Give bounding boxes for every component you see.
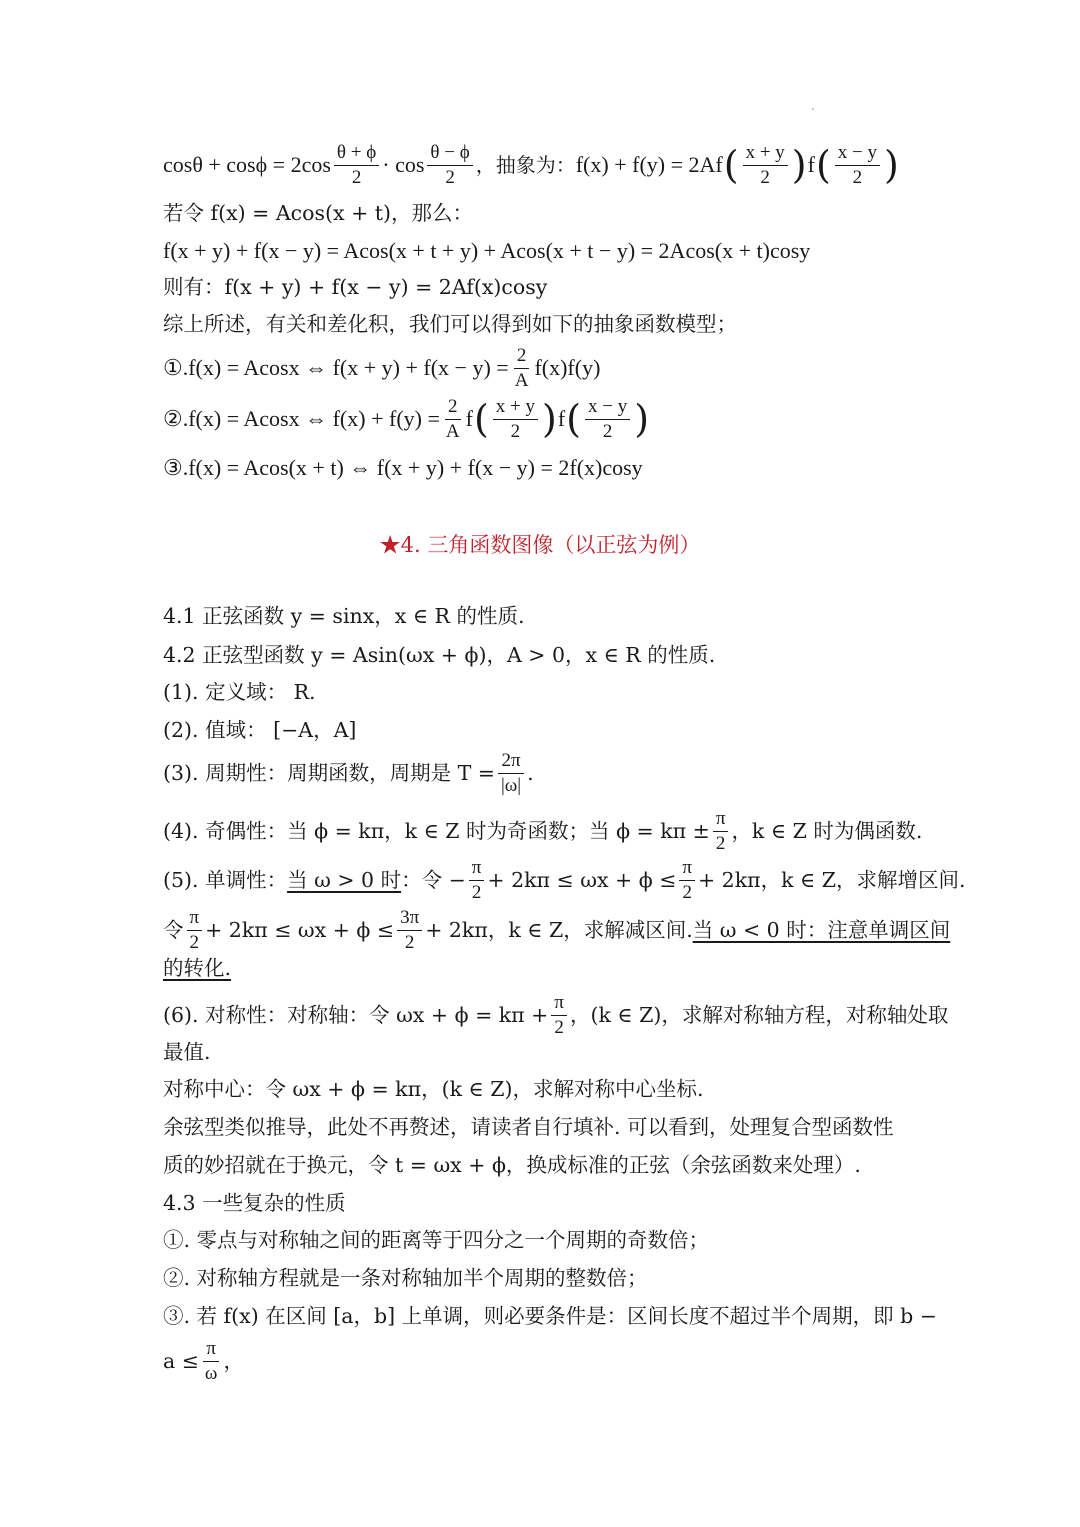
underlined-text: 当 ω > 0 时 — [287, 868, 402, 893]
fraction: $\frac{\pi}{2}$ — [713, 809, 729, 854]
formula-text: f — [807, 152, 815, 178]
sum-to-product-line: cosθ + cosϕ = 2cos $\frac{\theta + \phi}{2}$ · cos $\frac{\theta - \phi}{2}$ ，抽象为： f(x) + f(y) = 2Af ( $\frac{x + y}{2}$ ) f ( $\frac{x - y}{2}$ ) — [163, 142, 899, 188]
section-4-2: 4.2 正弦型函数 y = Asin(ωx + ϕ)，A > 0，x ∈ R 的性质. — [163, 643, 716, 667]
model-2: ②.f(x) = Acosx ⇔ f(x) + f(y) = $\frac{2}{A}$ f ( $\frac{x + y}{2}$ ) f ( $\frac{x - y}{2}$ ) — [163, 396, 650, 442]
text: (3). 周期性：周期函数，周期是 T = — [163, 761, 495, 786]
formula-text: cosθ + cosϕ = 2cos — [163, 152, 331, 178]
text: ，(k ∈ Z)，求解对称轴方程，对称轴处取 — [569, 1003, 949, 1028]
summary-line: 综上所述，有关和差化积，我们可以得到如下的抽象函数模型； — [163, 312, 737, 336]
model-1 — [163, 346, 922, 391]
formula-text: · cos — [382, 152, 425, 178]
formula-text: f — [557, 406, 566, 432]
fraction: $\frac{x - y}{2}$ — [585, 397, 630, 442]
text: + 2kπ，k ∈ Z，求解减区间. — [425, 918, 693, 943]
complex-property-3: ③. 若 f(x) 在区间 [a，b] 上单调，则必要条件是：区间长度不超过半个周期，即 b − — [163, 1304, 937, 1328]
property-symmetry — [163, 992, 949, 1038]
property-parity — [163, 809, 922, 854]
section-4-1: 4.1 正弦函数 y = sinx，x ∈ R 的性质. — [163, 604, 525, 628]
formula-text: ①.f(x) = Acosx ⇔ f(x + y) + f(x − y) = — [163, 355, 509, 381]
text: + 2kπ ≤ ωx + ϕ ≤ — [487, 868, 677, 893]
text: + 2kπ，k ∈ Z，求解增区间. — [697, 868, 966, 893]
text: (6). 对称性：对称轴：令 ωx + ϕ = kπ + — [163, 1003, 549, 1028]
monotonicity-line-2 — [163, 907, 951, 953]
property-monotonicity — [163, 857, 966, 903]
scan-speck — [812, 108, 814, 110]
property-domain: (1). 定义域： R. — [163, 680, 316, 704]
text: ，k ∈ Z 时为偶函数. — [731, 819, 923, 844]
property-range: (2). 值域： [−A，A] — [163, 718, 357, 742]
formula-text: f(x) + f(y) = 2Af — [575, 152, 723, 178]
fraction: $\frac{2\pi}{|\omega|}$ — [498, 751, 524, 796]
symmetry-center: 对称中心：令 ωx + ϕ = kπ，(k ∈ Z)，求解对称中心坐标. — [163, 1077, 704, 1101]
complex-property-2: ②. 对称轴方程就是一条对称轴加半个周期的整数倍； — [163, 1266, 648, 1290]
fraction: $\frac{3\pi}{2}$ — [397, 908, 422, 953]
fraction: $\frac{\pi}{2}$ — [469, 858, 485, 903]
text: (5). 单调性： — [163, 868, 288, 893]
property-period — [163, 751, 922, 796]
fraction: $\frac{2}{A}$ — [445, 396, 460, 442]
monotonicity-line-3 — [163, 958, 922, 979]
fraction: $\frac{\theta - \phi}{2}$ — [427, 143, 472, 188]
text: . — [527, 761, 534, 786]
cosine-note-2: 质的妙招就在于换元，令 t = ωx + ϕ，换成标准的正弦（余弦函数来处理）. — [163, 1153, 861, 1177]
symmetry-line-2: 最值. — [163, 1040, 211, 1064]
fraction: $\frac{\pi}{2}$ — [551, 993, 567, 1038]
cosine-note-1: 余弦型类似推导，此处不再赘述，请读者自行填补. 可以看到，处理复合型函数性 — [163, 1115, 894, 1139]
section-4-3: 4.3 一些复杂的性质 — [163, 1191, 346, 1215]
expand-line: f(x + y) + f(x − y) = Acos(x + t + y) + Acos(x + t − y) = 2Acos(x + t)cosy — [163, 238, 811, 263]
complex-property-3-line-2 — [163, 1339, 922, 1384]
text: (4). 奇偶性：当 ϕ = kπ，k ∈ Z 时为奇函数；当 ϕ = kπ ± — [163, 819, 710, 844]
fraction: $\frac{x - y}{2}$ — [835, 143, 880, 188]
then-line: 则有：f(x + y) + f(x − y) = 2Af(x)cosy — [163, 275, 548, 299]
let-line: 若令 f(x) = Acos(x + t)，那么： — [163, 201, 474, 225]
underlined-text: 的转化. — [163, 956, 232, 980]
fraction: $\frac{x + y}{2}$ — [743, 143, 788, 188]
fraction: $\frac{\pi}{2}$ — [679, 858, 695, 903]
fraction: $\frac{2}{A}$ — [514, 345, 529, 391]
text: ：令 − — [401, 868, 466, 893]
fraction: $\frac{\pi}{2}$ — [187, 908, 203, 953]
underlined-text: 当 ω < 0 时：注意单调区间 — [692, 918, 951, 943]
formula-text: f(x)f(y) — [534, 355, 601, 381]
formula-text: f — [465, 406, 473, 432]
text: + 2kπ ≤ ωx + ϕ ≤ — [205, 918, 395, 943]
text: 令 — [163, 918, 184, 943]
formula-text: ②.f(x) = Acosx ⇔ f(x) + f(y) = — [163, 406, 440, 432]
formula-text: ，抽象为： — [475, 153, 576, 178]
complex-property-1: ①. 零点与对称轴之间的距离等于四分之一个周期的奇数倍； — [163, 1228, 710, 1252]
fraction: $\frac{x + y}{2}$ — [493, 397, 538, 442]
fraction: $\frac{\pi}{\omega}$ — [204, 1338, 218, 1384]
model-3: ③.f(x) = Acos(x + t) ⇔ f(x + y) + f(x − y) = 2f(x)cosy — [163, 455, 643, 480]
text: a ≤ — [163, 1349, 199, 1374]
text: ， — [223, 1349, 244, 1374]
fraction: $\frac{\theta + \phi}{2}$ — [334, 143, 379, 188]
section-heading: ★4. 三角函数图像（以正弦为例） — [379, 533, 701, 557]
